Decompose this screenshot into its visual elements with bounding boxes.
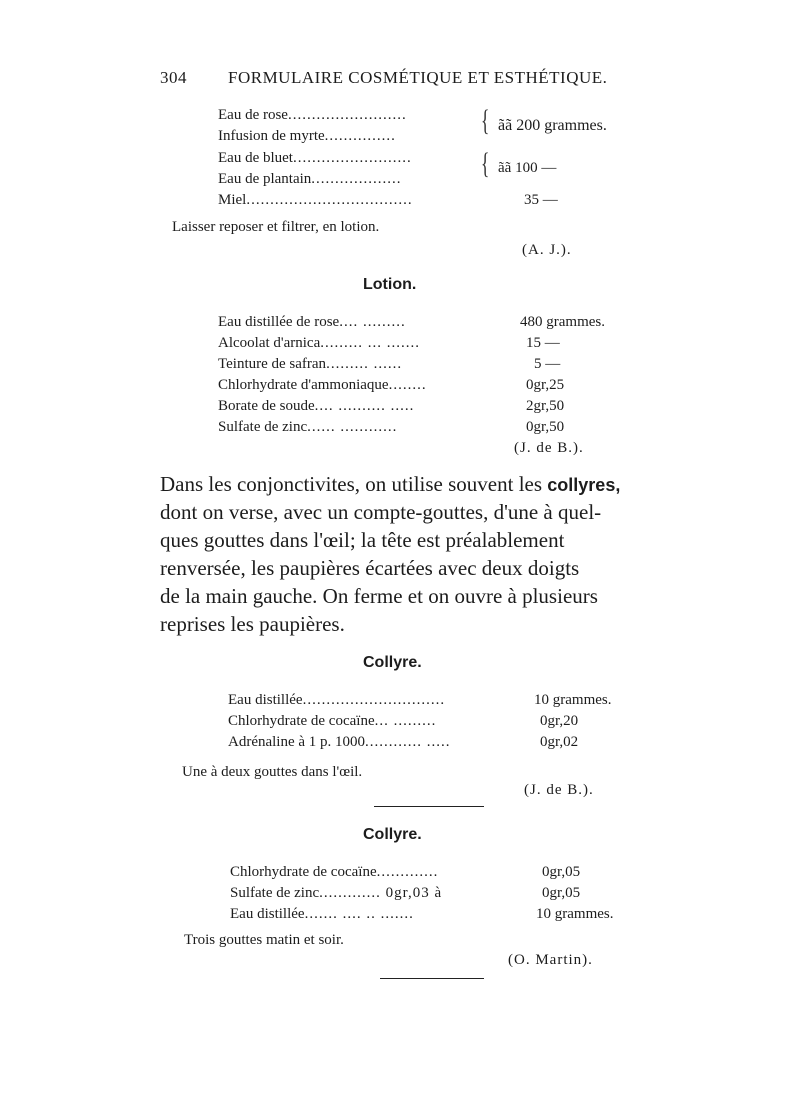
- ingredient-name: Eau de rose: [218, 107, 288, 123]
- ingredient-qty: 480 grammes.: [520, 314, 605, 330]
- ingredient-qty: 10 grammes.: [534, 692, 612, 708]
- page-number: 304: [160, 68, 187, 87]
- leader-dots: .........................: [292, 150, 412, 166]
- ingredient-qty: 0gr,50: [526, 419, 565, 435]
- ingredient-line: [218, 396, 414, 416]
- running-title: FORMULAIRE COSMÉTIQUE ET ESTHÉTIQUE.: [228, 68, 608, 87]
- brace-icon: {: [480, 147, 490, 180]
- ingredient-qty: 0gr,02: [540, 734, 579, 750]
- ingredient-line: [228, 711, 436, 731]
- ingredient-name: Infusion de myrte: [218, 128, 325, 144]
- ingredient-name: Eau distillée de rose: [218, 314, 340, 330]
- paragraph-line: ques gouttes dans l'œil; la tête est préalablement: [160, 528, 565, 552]
- brace-icon: {: [480, 104, 490, 137]
- ingredient-name: Miel: [218, 192, 247, 208]
- leader-dots: ...................: [311, 171, 402, 187]
- leader-dots: ...................................: [246, 192, 413, 208]
- leader-dots: ... .........: [374, 713, 437, 729]
- ingredient-line: [228, 732, 451, 752]
- leader-dots: ......... ......: [326, 356, 403, 372]
- ingredient-name: Sulfate de zinc: [230, 885, 320, 901]
- ingredient-qty: 15 —: [526, 335, 560, 351]
- ingredient-qty: 0gr,05: [542, 885, 581, 901]
- ingredient-name: Borate de soude: [218, 398, 315, 414]
- leader-dots: .............: [376, 864, 439, 880]
- ingredient-line: [230, 883, 442, 903]
- ingredient-line: [218, 126, 396, 146]
- leader-dots: .... .........: [339, 314, 406, 330]
- ingredient-qty: 0gr,25: [526, 377, 565, 393]
- ingredient-name: Sulfate de zinc: [218, 419, 308, 435]
- source: (J. de B.).: [524, 782, 594, 798]
- ingredient-qty: 35 —: [524, 192, 558, 208]
- leader-dots: ..............................: [302, 692, 446, 708]
- paragraph-text: Dans les conjonctivites, on utilise souvent les: [160, 472, 543, 496]
- section-title: Lotion.: [363, 276, 417, 293]
- leader-dots: ....... .... .. .......: [304, 906, 414, 922]
- leader-dots: ...... ............: [307, 419, 398, 435]
- ingredient-name: Chlorhydrate de cocaïne: [228, 713, 375, 729]
- ingredient-name: Adrénaline à 1 p. 1000: [228, 734, 366, 750]
- ingredient-line: [218, 148, 412, 168]
- ingredient-line: [218, 354, 402, 374]
- ingredient-name: Eau de plantain: [218, 171, 312, 187]
- ingredient-qty: 10 grammes.: [536, 906, 614, 922]
- section-title: Collyre.: [363, 826, 422, 843]
- paragraph-line: de la main gauche. On ferme et on ouvre à plusieurs: [160, 584, 598, 608]
- leader-dots: ......... ... .......: [320, 335, 420, 351]
- ingredient-line: [218, 333, 420, 353]
- ingredient-qty: ãã 200 grammes.: [498, 117, 607, 134]
- section-title: Collyre.: [363, 654, 422, 671]
- source: (O. Martin).: [508, 952, 593, 968]
- paragraph-line: renversée, les paupières écartées avec deux doigts: [160, 556, 580, 580]
- paragraph-line: reprises les paupières.: [160, 612, 345, 636]
- ingredient-line: [230, 904, 414, 924]
- ingredient-line: [218, 105, 407, 125]
- ingredient-name: Eau de bluet: [218, 150, 293, 166]
- instruction: Laisser reposer et filtrer, en lotion.: [172, 219, 380, 235]
- ingredient-line: [218, 375, 427, 395]
- ingredient-qty: 2gr,50: [526, 398, 565, 414]
- source: (A. J.).: [522, 242, 572, 258]
- leader-dots: ........: [388, 377, 427, 393]
- leader-dots: .........................: [287, 107, 407, 123]
- separator-rule: [380, 978, 484, 979]
- ingredient-qty: 0gr,20: [540, 713, 579, 729]
- paragraph-line: dont on verse, avec un compte-gouttes, d'une à quel-: [160, 500, 602, 524]
- leader-dots: .... .......... .....: [314, 398, 415, 414]
- emphasis-term: collyres,: [547, 475, 621, 495]
- leader-dots: ...............: [324, 128, 396, 144]
- ingredient-name: Chlorhydrate de cocaïne: [230, 864, 377, 880]
- source: (J. de B.).: [514, 440, 584, 456]
- ingredient-line: [228, 690, 445, 710]
- instruction: Une à deux gouttes dans l'œil.: [182, 764, 363, 780]
- ingredient-qty: ãã 100 —: [498, 160, 557, 176]
- separator-rule: [374, 806, 484, 807]
- ingredient-name: Eau distillée: [228, 692, 303, 708]
- ingredient-line: [218, 312, 406, 332]
- ingredient-name: Teinture de safran: [218, 356, 327, 372]
- ingredient-name: Eau distillée: [230, 906, 305, 922]
- leader-dots: ............ .....: [365, 734, 451, 750]
- ingredient-line: [218, 169, 402, 189]
- ingredient-qty: 5 —: [534, 356, 561, 372]
- ingredient-name: Alcoolat d'arnica: [218, 335, 321, 351]
- instruction: Trois gouttes matin et soir.: [184, 932, 344, 948]
- ingredient-line: [218, 190, 413, 210]
- paragraph-line: [160, 470, 620, 499]
- ingredient-line: [218, 417, 397, 437]
- ingredient-qty: 0gr,05: [542, 864, 581, 880]
- ingredient-line: [230, 862, 438, 882]
- ingredient-name: Chlorhydrate d'ammoniaque: [218, 377, 389, 393]
- leader-dots: ............. 0gr,03 à: [319, 885, 443, 901]
